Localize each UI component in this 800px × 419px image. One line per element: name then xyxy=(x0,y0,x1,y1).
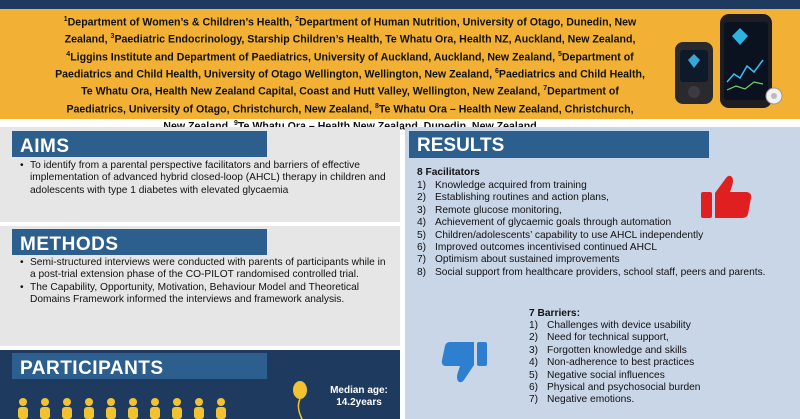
methods-header xyxy=(12,229,267,255)
list-item: 3) Forgotten knowledge and skills xyxy=(529,344,687,356)
median-age xyxy=(322,385,396,409)
list-item: 6) Physical and psychosocial burden xyxy=(529,382,701,394)
list-item: 2) Need for technical support, xyxy=(529,332,669,344)
list-item: 6) Improved outcomes incentivised continued AHCL xyxy=(417,242,657,254)
list-item: 3) Remote glucose monitoring, xyxy=(417,204,562,216)
median-age-value: 14.2years xyxy=(336,397,382,408)
aims-header xyxy=(12,131,267,157)
list-item: 7) Negative emotions. xyxy=(529,394,635,406)
methods-title: METHODS xyxy=(20,234,119,255)
participants-pictogram xyxy=(15,392,275,419)
methods-bullet: • Semi-structured interviews were conducted with parents of participants while in a post-trial extension phase of the CO-PILOT randomised controlled trial. xyxy=(18,257,390,282)
results-header xyxy=(409,131,709,158)
thumbs-up-icon xyxy=(698,172,754,220)
list-item: 1) Knowledge acquired from training xyxy=(417,180,587,191)
list-item: 5) Children/adolescents’ capability to use AHCL independently xyxy=(417,229,704,241)
methods-list xyxy=(18,257,390,307)
participants-title: PARTICIPANTS xyxy=(20,358,164,379)
list-item: 5) Negative social influences xyxy=(529,369,665,381)
median-age-label: Median age: xyxy=(330,385,388,396)
list-item: 4) Achievement of glycaemic goals through automation xyxy=(417,217,672,229)
aims-bullet: • To identify from a parental perspective facilitators and barriers of effective implementation of advanced hybrid closed-loop (AHCL) therapy in children and adolescents with type 1 diabetes with elevated glycaemia xyxy=(18,160,390,197)
list-item: 8) Social support from healthcare providers, school staff, peers and parents. xyxy=(417,266,766,278)
thumbs-down-icon xyxy=(440,340,490,386)
facilitators-title: 8 Facilitators xyxy=(417,167,480,178)
methods-bullet: • The Capability, Opportunity, Motivation, Behaviour Model and Theoretical Domains Framework informed the interviews and framework analysis. xyxy=(18,282,390,307)
balloon-icon xyxy=(285,380,315,419)
aims-list xyxy=(18,160,390,197)
aims-title: AIMS xyxy=(20,136,70,157)
list-item: 7) Optimism about sustained improvements xyxy=(417,254,620,266)
barriers-title: 7 Barriers: xyxy=(529,308,580,319)
participants-header xyxy=(12,353,267,379)
top-bar xyxy=(0,0,800,9)
list-item: 2) Establishing routines and action plans, xyxy=(417,192,609,204)
list-item: 4) Non-adherence to best practices xyxy=(529,357,695,369)
affiliations-text: $^1$Department of Women’s & Children’s Health, $^2$Department of Human Nutrition, University of Otago, Dunedin, New Zealand, $^3$Paediatric Endocrinology, Starship Children’s Health, Te Whatu Ora, Health NZ, Auckland, New Zealand, $^4$Liggins Institute and Department of Paediatrics, University of Auckland, Auckland, New Zealand, $^5$Department of Paediatrics and Child Health, University of Otago Wellington, Wellington, New Zealand, $^6$Paediatrics and Child Health, Te Whatu Ora, Health New Zealand Capital, Coast and Hutt Valley, Wellington, New Zealand, $^7$Department of Paediatrics, University of Otago, Christchurch, New Zealand, $^8$Te Whatu Ora – Health New Zealand, Christchurch, $^9$ xyxy=(55,16,645,127)
insulin-pump-devices-image xyxy=(670,12,795,112)
barriers-list xyxy=(529,320,789,407)
list-item: 1) Challenges with device usability xyxy=(529,320,691,331)
results-title: RESULTS xyxy=(417,135,505,156)
